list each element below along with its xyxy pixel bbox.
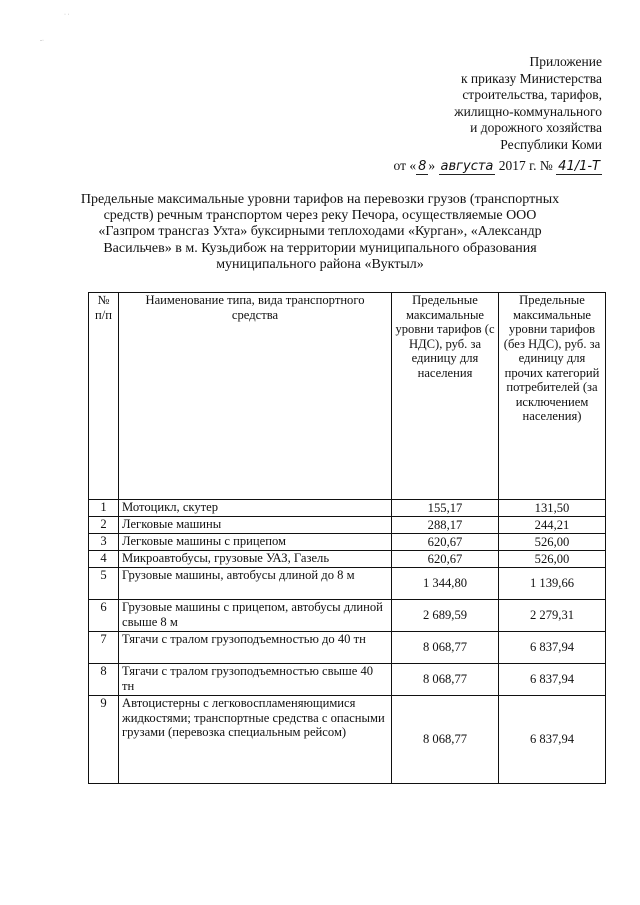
- row-population-tariff: 8 068,77: [392, 696, 499, 784]
- row-num: 7: [89, 632, 119, 664]
- row-vehicle-name: Тягачи с тралом грузоподъемностью свыше 40 тн: [119, 664, 392, 696]
- row-population-tariff: 155,17: [392, 500, 499, 517]
- header-other-tariff: Предельные максимальные уровни тарифов (без НДС), руб. за единицу для прочих категорий потребителей (за исключением населения): [499, 293, 606, 500]
- table-row: [89, 600, 606, 632]
- document-title: Предельные максимальные уровни тарифов на перевозки грузов (транспортных средств) речным транспортом через реку Печора, осуществляемые ООО «Газпром трансгаз Ухта» буксирными теплоходами «Курган», «Александр Васильчев» в м. Кузьдибож на территории муниципального образования муниципального района «Вуктыл»: [80, 192, 560, 272]
- row-vehicle-name: Легковые машины с прицепом: [119, 534, 392, 551]
- row-other-tariff: 526,00: [499, 551, 606, 568]
- row-num: 9: [89, 696, 119, 784]
- order-prefix: от «: [393, 158, 417, 173]
- approval-line: Республики Коми: [500, 136, 602, 152]
- table-row: [89, 664, 606, 696]
- row-other-tariff: 526,00: [499, 534, 606, 551]
- approval-line: строительства, тарифов,: [462, 87, 602, 102]
- row-vehicle-name: Грузовые машины, автобусы длиной до 8 м: [119, 568, 392, 600]
- row-population-tariff: 8 068,77: [392, 664, 499, 696]
- row-num: 5: [89, 568, 119, 600]
- row-other-tariff: 6 837,94: [499, 696, 606, 784]
- header-population-tariff: Предельные максимальные уровни тарифов (с НДС), руб. за единицу для населения: [392, 293, 499, 500]
- row-num: 8: [89, 664, 119, 696]
- order-mid: »: [428, 158, 436, 173]
- row-other-tariff: 2 279,31: [499, 600, 606, 632]
- row-num: 2: [89, 517, 119, 534]
- table-row: [89, 632, 606, 664]
- table-row: [89, 551, 606, 568]
- order-number: 41/1-Т: [558, 159, 600, 174]
- row-vehicle-name: Легковые машины: [119, 517, 392, 534]
- row-num: 6: [89, 600, 119, 632]
- row-vehicle-name: Микроавтобусы, грузовые УАЗ, Газель: [119, 551, 392, 568]
- approval-block: [362, 54, 602, 175]
- approval-line: и дорожного хозяйства: [470, 120, 602, 135]
- approval-line: Приложение: [529, 54, 602, 69]
- row-other-tariff: 1 139,66: [499, 568, 606, 600]
- row-other-tariff: 6 837,94: [499, 632, 606, 664]
- table-row: [89, 534, 606, 551]
- row-vehicle-name: Тягачи с тралом грузоподъемностью до 40 тн: [119, 632, 392, 664]
- row-population-tariff: 2 689,59: [392, 600, 499, 632]
- approval-line: к приказу Министерства: [460, 70, 602, 86]
- row-num: 4: [89, 551, 119, 568]
- approval-line: жилищно-коммунального: [454, 103, 602, 119]
- row-num: 1: [89, 500, 119, 517]
- row-vehicle-name: Автоцистерны с легковоспламеняющимися жидкостями; транспортные средства с опасными грузами (перевозка специальным рейсом): [119, 696, 392, 784]
- row-population-tariff: 8 068,77: [392, 632, 499, 664]
- table-row: [89, 517, 606, 534]
- table-row: [89, 568, 606, 600]
- scan-speck: · ·: [64, 12, 70, 18]
- row-other-tariff: 131,50: [499, 500, 606, 517]
- row-population-tariff: 620,67: [392, 551, 499, 568]
- row-vehicle-name: Мотоцикл, скутер: [119, 500, 392, 517]
- order-year: 2017 г. №: [498, 158, 553, 173]
- scan-speck: -·: [40, 38, 44, 44]
- table-header-row: [89, 293, 606, 500]
- row-other-tariff: 244,21: [499, 517, 606, 534]
- order-date-line: [362, 158, 602, 175]
- row-other-tariff: 6 837,94: [499, 664, 606, 696]
- table-row: [89, 696, 606, 784]
- row-num: 3: [89, 534, 119, 551]
- row-population-tariff: 1 344,80: [392, 568, 499, 600]
- order-day: 8: [418, 159, 427, 174]
- header-name: Наименование типа, вида транспортного средства: [119, 293, 392, 500]
- row-population-tariff: 288,17: [392, 517, 499, 534]
- header-num: № п/п: [89, 293, 119, 500]
- row-vehicle-name: Грузовые машины с прицепом, автобусы длиной свыше 8 м: [119, 600, 392, 632]
- order-month: августа: [440, 159, 494, 174]
- row-population-tariff: 620,67: [392, 534, 499, 551]
- tariff-table: [88, 292, 606, 784]
- table-row: [89, 500, 606, 517]
